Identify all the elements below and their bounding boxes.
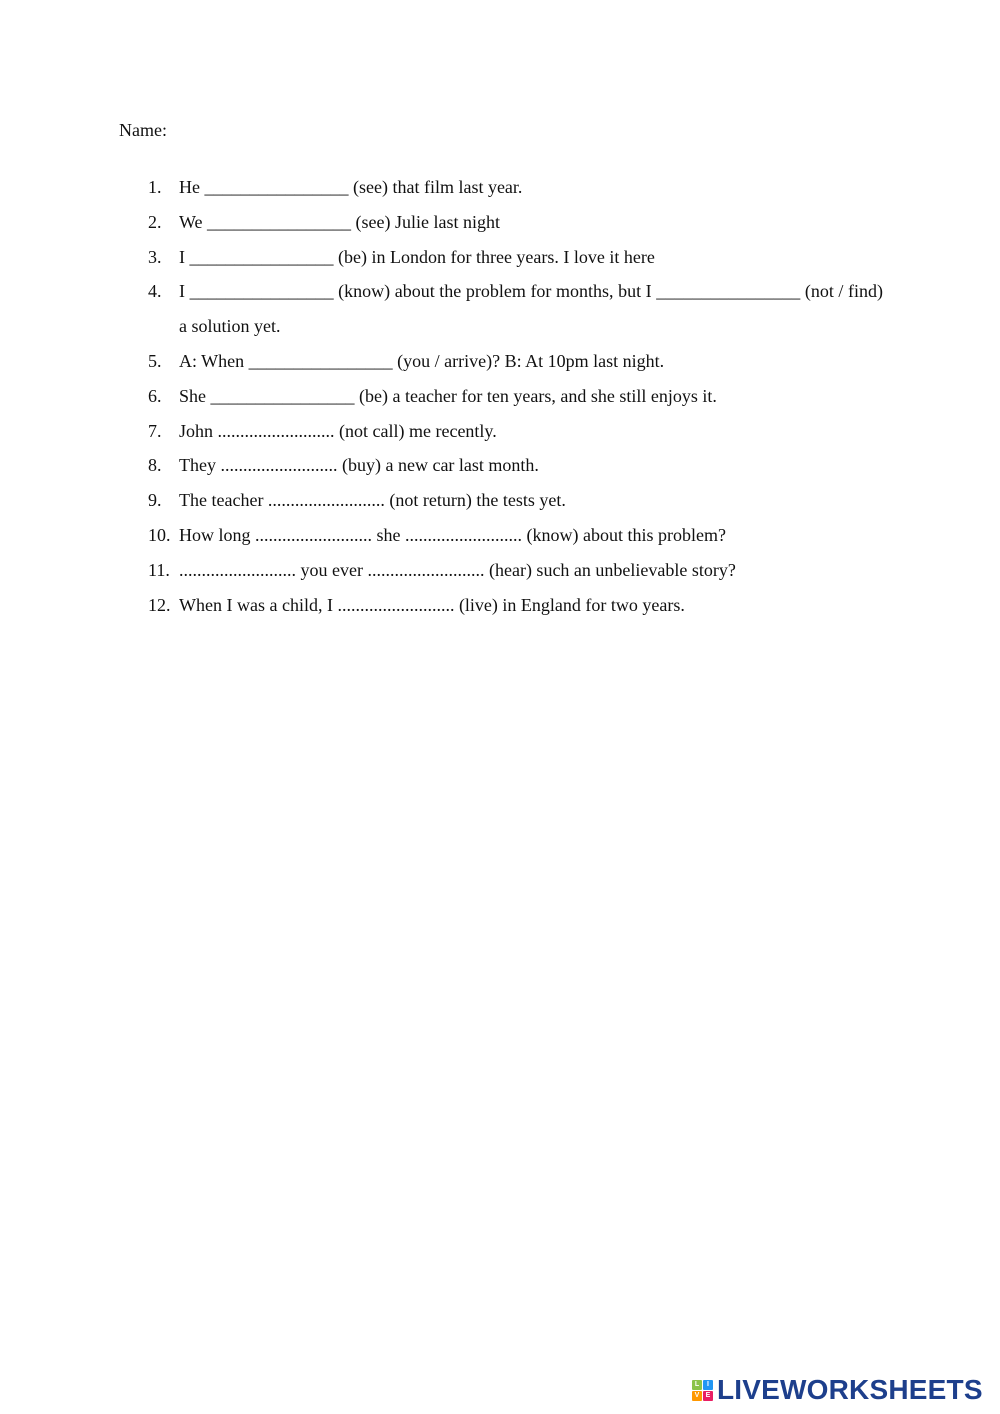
item-text: She ________________ (be) a teacher for ten years, and she still enjoys it. [179, 385, 717, 406]
exercise-item-4 [148, 274, 883, 344]
exercise-item-1 [148, 170, 883, 205]
item-number: 9. [148, 490, 162, 511]
item-number: 6. [148, 385, 162, 406]
exercise-item-10 [148, 518, 883, 553]
item-text: John .......................... (not call) me recently. [179, 420, 497, 441]
item-number: 1. [148, 177, 162, 197]
item-number: 2. [148, 211, 162, 232]
exercise-list [148, 170, 883, 622]
exercise-item-11 [148, 553, 883, 588]
logo-letter-i: I [703, 1380, 713, 1390]
item-text: I ________________ (be) in London for three years. I love it here [179, 246, 655, 267]
item-number: 10. [148, 524, 171, 545]
item-text: They .......................... (buy) a new car last month. [179, 455, 539, 476]
item-text: The teacher .......................... (not return) the tests yet. [179, 490, 566, 511]
item-number: 11. [148, 559, 170, 580]
liveworksheets-logo[interactable] [692, 1373, 983, 1407]
exercise-item-3 [148, 240, 883, 275]
exercise-item-5 [148, 344, 883, 379]
item-number: 7. [148, 420, 162, 441]
item-text: A: When ________________ (you / arrive)? B: At 10pm last night. [179, 350, 665, 371]
item-text: How long .......................... she .......................... (know) about this problem? [179, 524, 726, 545]
logo-letter-v: V [692, 1391, 702, 1401]
live-badge-icon [692, 1380, 713, 1401]
item-text: .......................... you ever .......................... (hear) such an unbelievable story? [179, 559, 736, 580]
item-number: 8. [148, 455, 162, 476]
logo-letter-e: E [703, 1391, 713, 1401]
item-number: 3. [148, 246, 162, 267]
logo-letter-l: L [692, 1380, 702, 1390]
item-number: 5. [148, 350, 162, 371]
item-text: He ________________ (see) that film last year. [179, 177, 523, 197]
exercise-item-9 [148, 483, 883, 518]
exercise-item-6 [148, 379, 883, 414]
item-text: We ________________ (see) Julie last night [179, 211, 501, 232]
item-text: I ________________ (know) about the problem for months, but I ________________ (not / find) a solution yet. [179, 281, 883, 337]
exercise-item-2 [148, 205, 883, 240]
exercise-item-12 [148, 588, 883, 623]
item-number: 4. [148, 281, 162, 302]
exercise-item-8 [148, 448, 883, 483]
exercise-item-7 [148, 414, 883, 449]
item-number: 12. [148, 594, 171, 615]
name-label: Name: [119, 120, 167, 140]
logo-text: LIVEWORKSHEETS [717, 1374, 983, 1405]
item-text: When I was a child, I .......................... (live) in England for two years. [179, 594, 685, 615]
